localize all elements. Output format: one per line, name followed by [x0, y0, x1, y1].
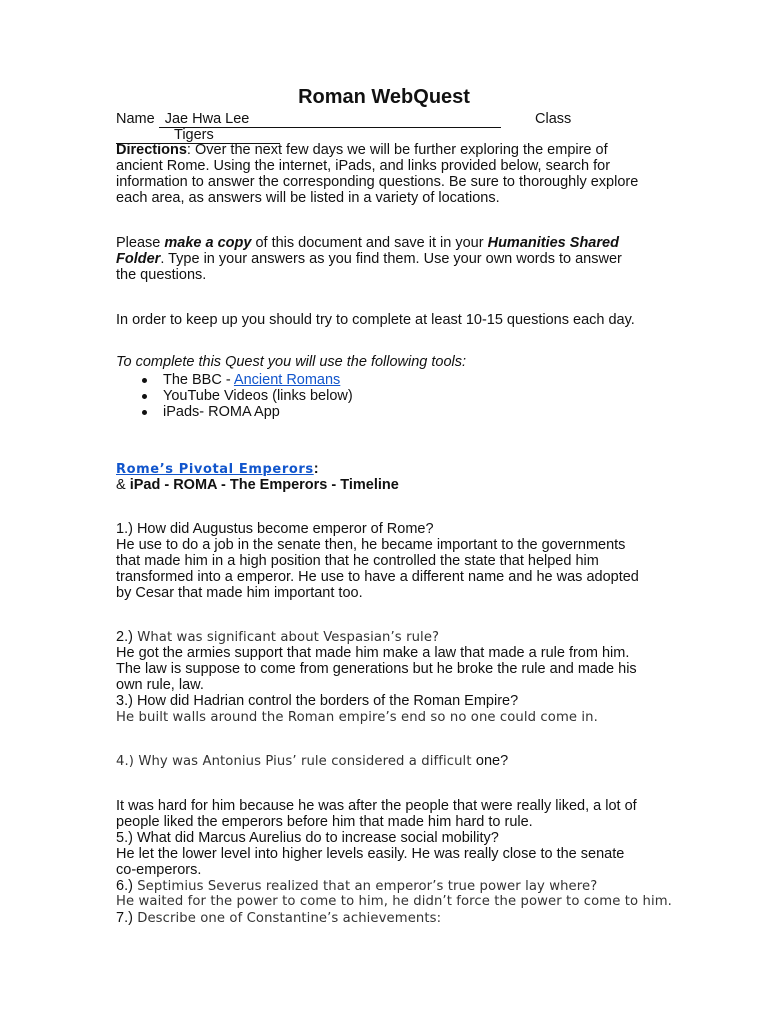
pace-text: In order to keep up you should try to complete at least 10-15 questions each day.: [116, 312, 635, 328]
question-2-number: 2.): [116, 629, 133, 645]
bullet-dot: [142, 394, 147, 399]
ancient-romans-link[interactable]: Ancient Romans: [233, 372, 341, 388]
copy-text-2: of this document and save it in your: [251, 235, 488, 251]
name-label: Name: [116, 111, 155, 127]
pivotal-emperors-link[interactable]: Rome’s Pivotal Emperors: [116, 462, 314, 477]
make-a-copy-emphasis: make a copy: [164, 235, 252, 251]
directions-text: : Over the next few days we will be further exploring the empire of ancient Rome. Using the internet, iPads, and links provided below, search for information to answer the corresponding questions. Be sure to thoroughly explore each area, as answers will be listed in a variety of locations.: [116, 142, 639, 206]
section-colon: :: [313, 461, 319, 477]
copy-instructions: [116, 235, 646, 283]
bullet-dot: [142, 378, 147, 383]
copy-text-1: Please: [116, 235, 165, 251]
answer-6[interactable]: He waited for the power to come to him, he didn’t force the power to come to him.: [116, 894, 672, 909]
directions-label: Directions: [116, 142, 187, 158]
section-heading: [116, 461, 319, 478]
question-7-number: 7.): [116, 910, 133, 926]
question-1: 1.) How did Augustus become emperor of Rome?: [116, 521, 434, 537]
name-field[interactable]: [159, 111, 501, 128]
section-subtitle: iPad - ROMA - The Emperors - Timeline: [129, 477, 399, 493]
question-6-text: Septimius Severus realized that an emperor’s true power lay where?: [132, 879, 598, 894]
question-7: [116, 910, 441, 927]
class-value: Tigers: [174, 127, 214, 143]
answer-4[interactable]: It was hard for him because he was after the people that were really liked, a lot of people liked the emperors before him that made him hard to rule.: [116, 798, 637, 830]
answer-1[interactable]: He use to do a job in the senate then, he became important to the governments that made him in a high position that he controlled the state that helped him transformed into a emperor. He use to have a different name and he was adopted by Cesar that made him important too.: [116, 537, 639, 601]
copy-text-3: . Type in your answers as you find them. Use your own words to answer the questions.: [116, 251, 622, 283]
answer-2[interactable]: He got the armies support that made him make a law that made a rule from him. The law is suppose to come from generations but he broke the rule and made his own rule, law.: [116, 645, 637, 693]
name-row: [116, 111, 501, 128]
question-4-text: 4.) Why was Antonius Pius’ rule considered a difficult: [116, 754, 476, 769]
question-4-end: one?: [475, 753, 509, 769]
directions-paragraph: [116, 142, 654, 206]
name-value: Jae Hwa Lee: [164, 111, 250, 127]
tools-intro: To complete this Quest you will use the following tools:: [116, 354, 467, 370]
section-amp: &: [116, 477, 130, 493]
question-5: 5.) What did Marcus Aurelius do to increase social mobility?: [116, 830, 499, 846]
question-2-text: What was significant about Vespasian’s rule?: [132, 630, 440, 645]
question-4: [116, 753, 508, 770]
tool-bbc-label: The BBC -: [163, 372, 234, 388]
question-2: [116, 629, 439, 646]
section-subheading: [116, 477, 399, 493]
question-6-number: 6.): [116, 878, 133, 894]
question-7-text: Describe one of Constantine’s achievements:: [132, 911, 442, 926]
shared-folder-emphasis: Humanities Shared Folder: [116, 235, 619, 267]
document-title: Roman WebQuest: [298, 86, 470, 108]
answer-3[interactable]: He built walls around the Roman empire’s end so no one could come in.: [116, 710, 598, 725]
answer-5[interactable]: He let the lower level into higher levels easily. He was really close to the senate co-emperors.: [116, 846, 625, 878]
tool-item-ipads: iPads- ROMA App: [163, 404, 280, 420]
question-6: [116, 878, 597, 895]
class-label: Class: [535, 111, 572, 127]
tool-item-bbc: [163, 372, 340, 388]
tool-item-youtube: YouTube Videos (links below): [163, 388, 353, 404]
bullet-dot: [142, 410, 147, 415]
question-3: 3.) How did Hadrian control the borders of the Roman Empire?: [116, 693, 519, 709]
